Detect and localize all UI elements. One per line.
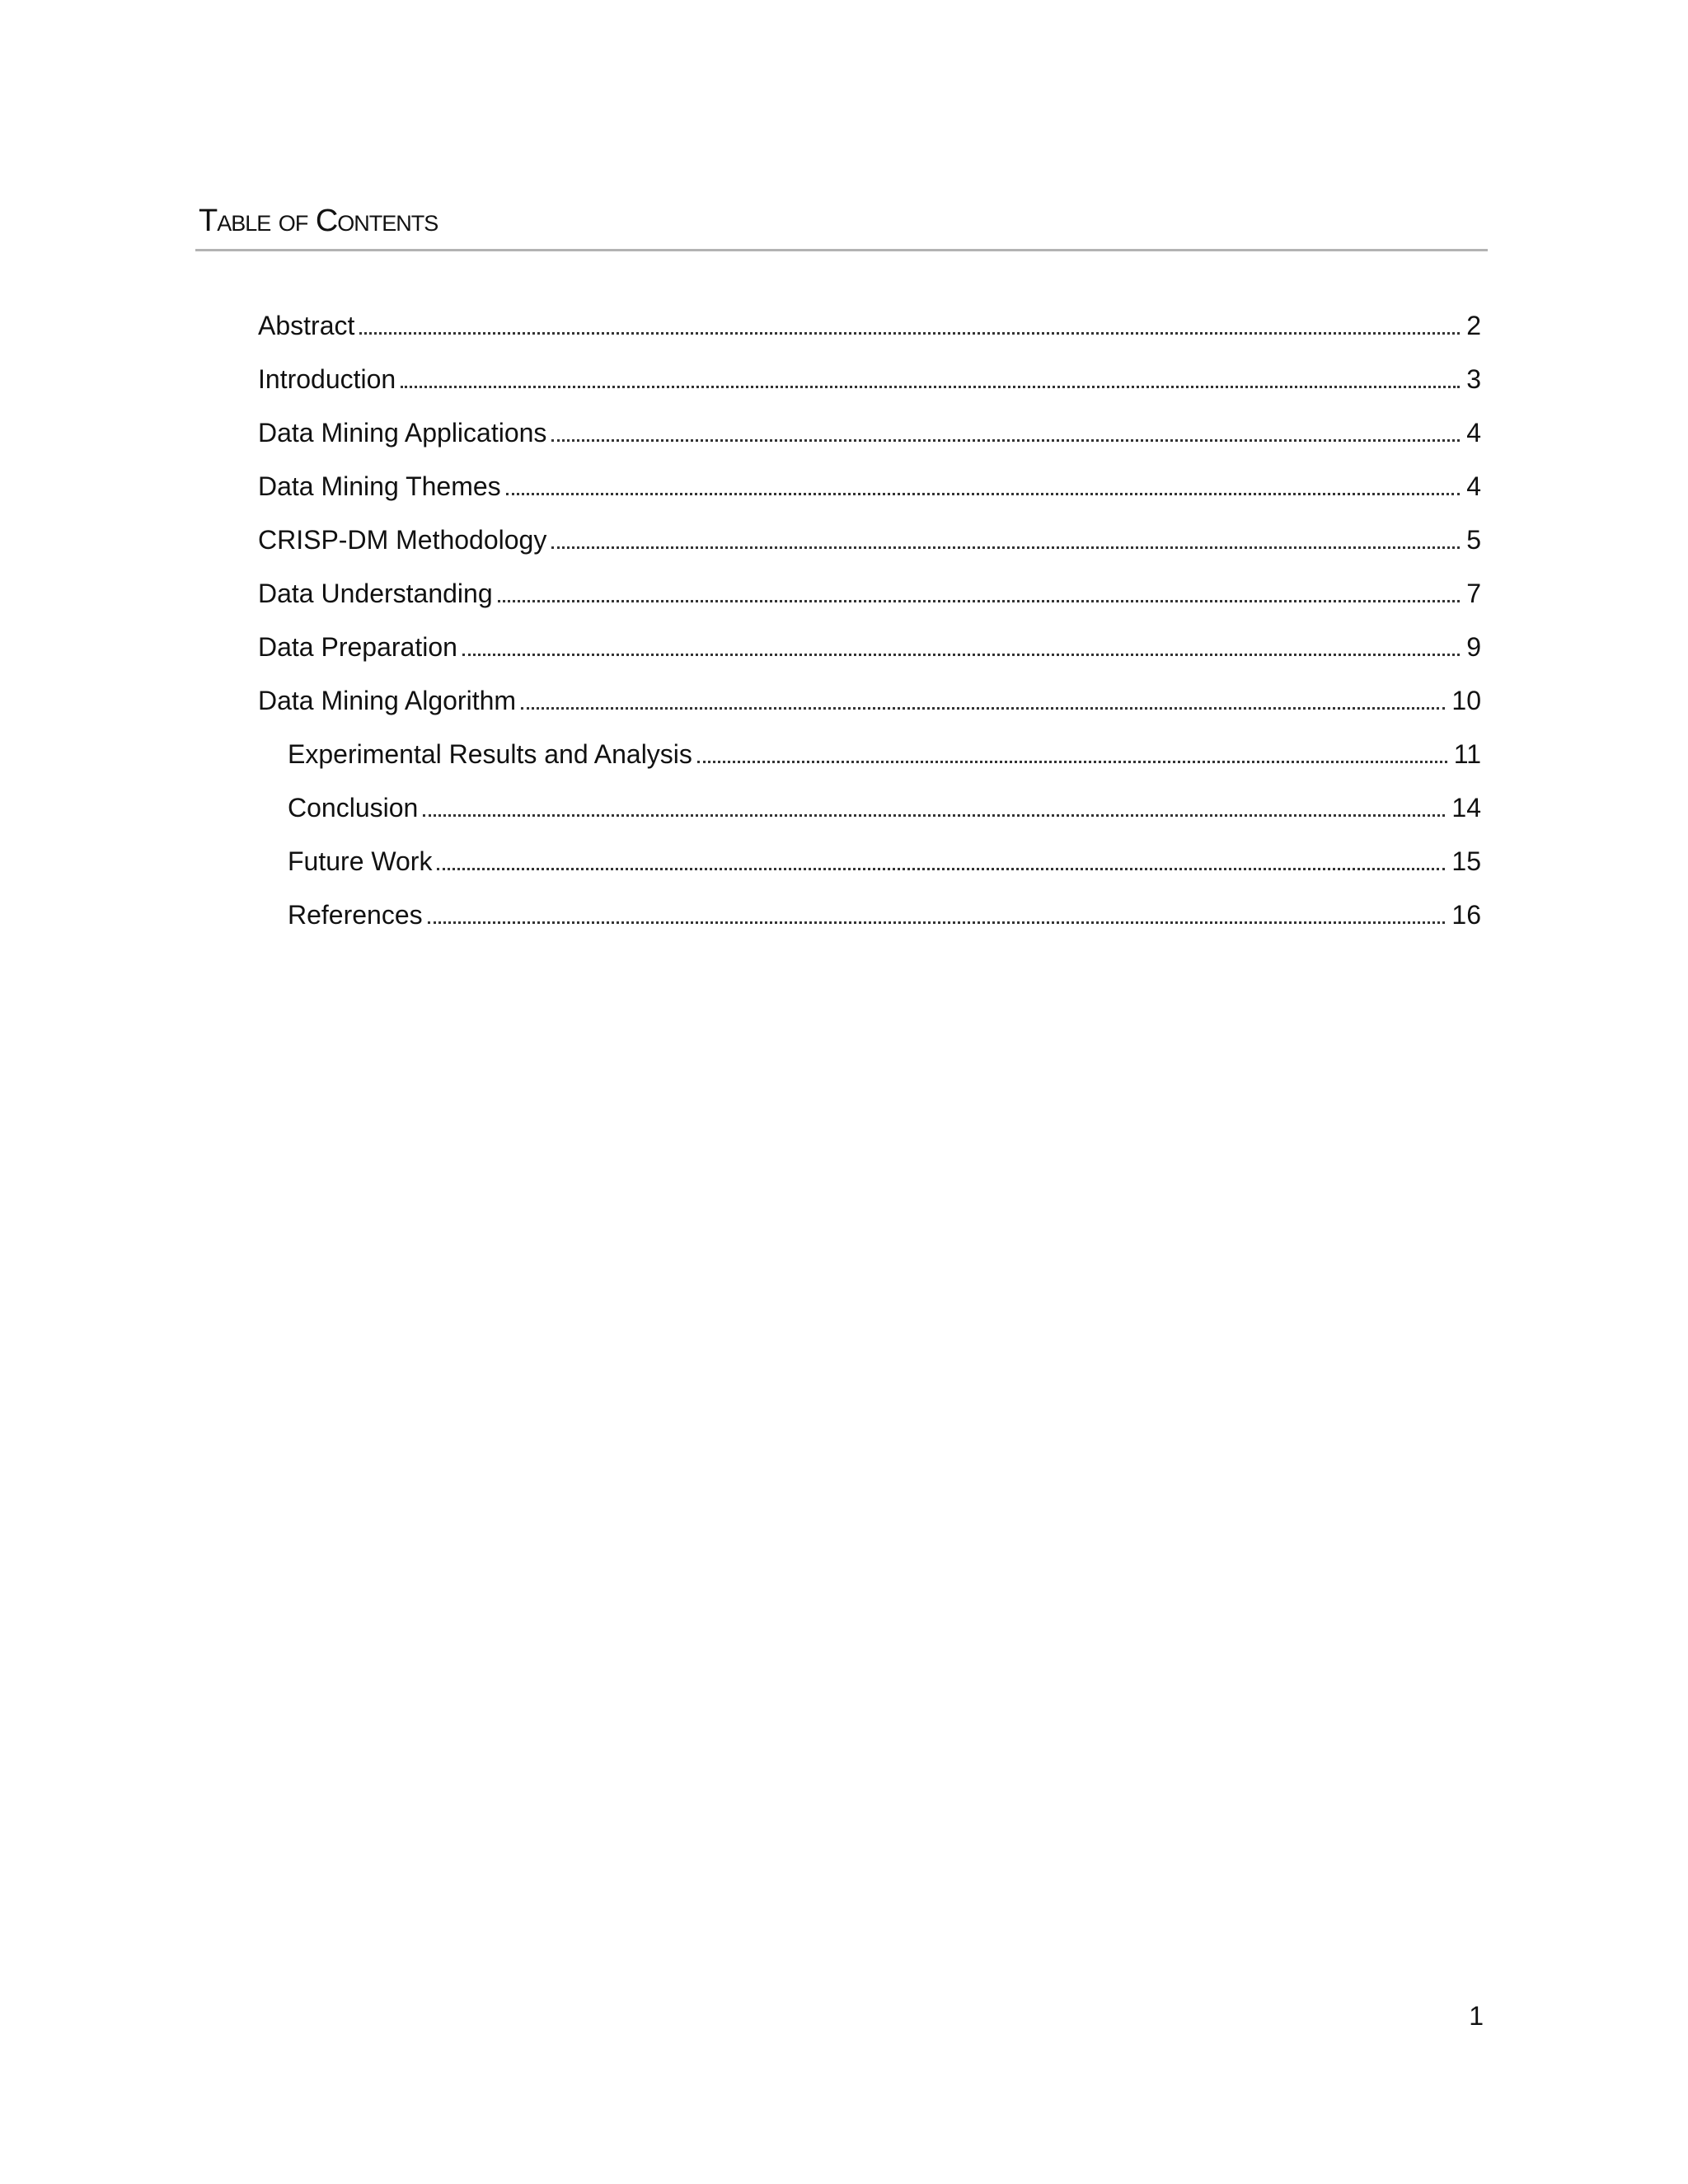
page-number: 1 [1469,2001,1484,2031]
toc-heading: Table of Contents [195,198,1488,251]
toc-entry-label[interactable]: Experimental Results and Analysis [288,738,696,771]
toc-entry-page-number[interactable]: 4 [1466,471,1481,501]
toc-entry-experimental-results[interactable] [288,717,1481,771]
dot-leader [359,332,1460,335]
dot-leader [551,439,1460,442]
dot-leader [697,761,1447,763]
toc-entry-page-number[interactable]: 4 [1466,418,1481,448]
toc-entry-page-number[interactable]: 7 [1466,579,1481,608]
dot-leader [401,386,1460,388]
toc-entry-page-number[interactable]: 14 [1451,793,1481,823]
toc-entry-references[interactable] [288,878,1481,931]
toc-entry-introduction[interactable] [258,342,1481,396]
toc-entry-data-mining-themes[interactable] [258,449,1481,503]
dot-leader [498,600,1461,602]
dot-leader [506,493,1461,495]
toc-entry-page-number[interactable]: 16 [1451,900,1481,930]
toc-entry-page-number[interactable]: 5 [1466,525,1481,555]
toc-entry-page-number[interactable]: 9 [1466,632,1481,662]
toc-entry-label[interactable]: Introduction [258,363,399,396]
toc-entry-label[interactable]: Data Mining Applications [258,416,550,449]
toc-entry-label[interactable]: Conclusion [288,791,421,824]
dot-leader [437,868,1445,870]
dot-leader [428,921,1446,924]
toc-entry-label[interactable]: References [288,898,426,931]
toc-entry-label[interactable]: Future Work [288,845,435,878]
toc-entry-label[interactable]: Data Mining Themes [258,470,504,503]
toc-entry-label[interactable]: CRISP-DM Methodology [258,523,550,556]
toc-entry-page-number[interactable]: 2 [1466,311,1481,340]
toc-entry-abstract[interactable] [258,288,1481,342]
toc-entry-label[interactable]: Abstract [258,309,358,342]
dot-leader [521,707,1445,710]
toc-entry-page-number[interactable]: 10 [1451,686,1481,715]
toc-entry-future-work[interactable] [288,824,1481,878]
toc-entry-data-understanding[interactable] [258,556,1481,610]
toc-entry-conclusion[interactable] [288,771,1481,824]
toc-entry-page-number[interactable]: 15 [1451,846,1481,876]
dot-leader [551,546,1460,549]
toc-entry-data-mining-applications[interactable] [258,396,1481,449]
dot-leader [423,814,1445,817]
toc-entry-label[interactable]: Data Preparation [258,630,461,663]
toc-entry-data-mining-algorithm[interactable] [258,663,1481,717]
toc-entry-label[interactable]: Data Understanding [258,577,496,610]
toc-entry-data-preparation[interactable] [258,610,1481,663]
toc-entry-page-number[interactable]: 11 [1453,739,1481,769]
toc-entry-page-number[interactable]: 3 [1466,364,1481,394]
toc-entry-crisp-dm-methodology[interactable] [258,503,1481,556]
toc-entry-label[interactable]: Data Mining Algorithm [258,684,519,717]
dot-leader [462,654,1460,656]
toc-list [0,288,1688,931]
